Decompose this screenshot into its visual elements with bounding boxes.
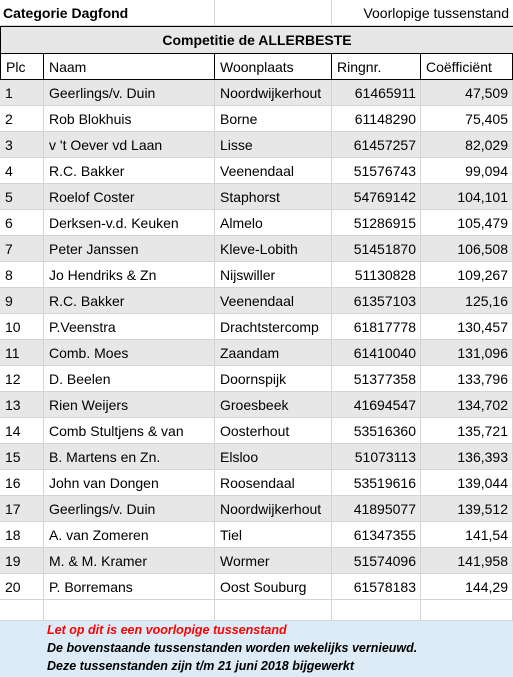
cell-woonplaats: Veenendaal xyxy=(215,158,332,184)
cell-coefficient: 106,508 xyxy=(421,236,513,262)
cell-plc: 15 xyxy=(0,444,44,470)
cell-plc: 8 xyxy=(0,262,44,288)
cell-naam: A. van Zomeren xyxy=(44,522,215,548)
table-row xyxy=(0,522,513,548)
empty-cell xyxy=(215,0,332,26)
cell-naam: R.C. Bakker xyxy=(44,158,215,184)
cell-woonplaats: Wormer xyxy=(215,548,332,574)
cell-naam: Comb Stultjens & van xyxy=(44,418,215,444)
table-row xyxy=(0,288,513,314)
table-row xyxy=(0,80,513,106)
competition-title: Competitie de ALLERBESTE xyxy=(1,27,513,54)
cell-coefficient: 130,457 xyxy=(421,314,513,340)
empty-row xyxy=(0,600,513,621)
competition-header-row xyxy=(0,26,513,54)
cell-woonplaats: Zaandam xyxy=(215,340,332,366)
title-row xyxy=(0,0,513,26)
cell-naam: Peter Janssen xyxy=(44,236,215,262)
cell-woonplaats: Drachtstercomp xyxy=(215,314,332,340)
cell-naam: Comb. Moes xyxy=(44,340,215,366)
cell-ringnr: 51130828 xyxy=(332,262,421,288)
table-row xyxy=(0,210,513,236)
cell-naam: P. Borremans xyxy=(44,574,215,600)
cell-plc: 3 xyxy=(0,132,44,158)
cell-ringnr: 61465911 xyxy=(332,80,421,106)
footer-note xyxy=(0,621,513,677)
cell-coefficient: 133,796 xyxy=(421,366,513,392)
cell-ringnr: 53519616 xyxy=(332,470,421,496)
cell-naam: R.C. Bakker xyxy=(44,288,215,314)
table-row xyxy=(0,418,513,444)
footer-update-note: De bovenstaande tussenstanden worden wekelijks vernieuwd. xyxy=(47,641,418,655)
cell-woonplaats: Oosterhout xyxy=(215,418,332,444)
cell-coefficient: 125,16 xyxy=(421,288,513,314)
cell-ringnr: 53516360 xyxy=(332,418,421,444)
cell-coefficient: 104,101 xyxy=(421,184,513,210)
cell-woonplaats: Kleve-Lobith xyxy=(215,236,332,262)
cell-naam: D. Beelen xyxy=(44,366,215,392)
cell-plc: 10 xyxy=(0,314,44,340)
cell-coefficient: 47,509 xyxy=(421,80,513,106)
cell-coefficient: 139,044 xyxy=(421,470,513,496)
category-title: Categorie Dagfond xyxy=(0,0,215,26)
table-row xyxy=(0,366,513,392)
cell-ringnr: 51286915 xyxy=(332,210,421,236)
cell-woonplaats: Staphorst xyxy=(215,184,332,210)
column-header-row xyxy=(0,54,513,80)
cell-ringnr: 61357103 xyxy=(332,288,421,314)
cell-ringnr: 51451870 xyxy=(332,236,421,262)
cell-ringnr: 61578183 xyxy=(332,574,421,600)
cell-coefficient: 136,393 xyxy=(421,444,513,470)
table-row xyxy=(0,314,513,340)
cell-woonplaats: Oost Souburg xyxy=(215,574,332,600)
cell-plc: 20 xyxy=(0,574,44,600)
cell-ringnr: 61817778 xyxy=(332,314,421,340)
cell-plc: 9 xyxy=(0,288,44,314)
cell-naam: v 't Oever vd Laan xyxy=(44,132,215,158)
table-row xyxy=(0,106,513,132)
cell-plc: 12 xyxy=(0,366,44,392)
table-row xyxy=(0,496,513,522)
cell-ringnr: 54769142 xyxy=(332,184,421,210)
cell-naam: Geerlings/v. Duin xyxy=(44,496,215,522)
cell-ringnr: 41895077 xyxy=(332,496,421,522)
cell-ringnr: 61148290 xyxy=(332,106,421,132)
cell-woonplaats: Lisse xyxy=(215,132,332,158)
cell-plc: 13 xyxy=(0,392,44,418)
cell-ringnr: 41694547 xyxy=(332,392,421,418)
cell-woonplaats: Nijswiller xyxy=(215,262,332,288)
footer-warning: Let op dit is een voorlopige tussenstand xyxy=(47,623,287,637)
cell-ringnr: 61457257 xyxy=(332,132,421,158)
cell-naam: Geerlings/v. Duin xyxy=(44,80,215,106)
cell-coefficient: 141,958 xyxy=(421,548,513,574)
cell-plc: 16 xyxy=(0,470,44,496)
cell-naam: Derksen-v.d. Keuken xyxy=(44,210,215,236)
column-header-naam: Naam xyxy=(44,54,215,80)
table-row xyxy=(0,548,513,574)
cell-naam: Jo Hendriks & Zn xyxy=(44,262,215,288)
cell-coefficient: 131,096 xyxy=(421,340,513,366)
footer-date-note: Deze tussenstanden zijn t/m 21 juni 2018 bijgewerkt xyxy=(47,659,355,673)
table-row xyxy=(0,444,513,470)
cell-woonplaats: Roosendaal xyxy=(215,470,332,496)
cell-naam: B. Martens en Zn. xyxy=(44,444,215,470)
cell-plc: 14 xyxy=(0,418,44,444)
table-row xyxy=(0,262,513,288)
cell-plc: 19 xyxy=(0,548,44,574)
cell-ringnr: 51574096 xyxy=(332,548,421,574)
cell-coefficient: 75,405 xyxy=(421,106,513,132)
cell-woonplaats: Almelo xyxy=(215,210,332,236)
cell-coefficient: 141,54 xyxy=(421,522,513,548)
cell-ringnr: 51073113 xyxy=(332,444,421,470)
cell-woonplaats: Veenendaal xyxy=(215,288,332,314)
column-header-ringnr: Ringnr. xyxy=(332,54,421,80)
column-header-plc: Plc xyxy=(0,54,44,80)
cell-plc: 7 xyxy=(0,236,44,262)
cell-plc: 17 xyxy=(0,496,44,522)
table-row xyxy=(0,574,513,600)
table-row xyxy=(0,392,513,418)
cell-plc: 1 xyxy=(0,80,44,106)
column-header-woonplaats: Woonplaats xyxy=(215,54,332,80)
column-header-coefficient: Coëfficiënt xyxy=(421,54,513,80)
cell-ringnr: 61347355 xyxy=(332,522,421,548)
cell-plc: 6 xyxy=(0,210,44,236)
cell-plc: 4 xyxy=(0,158,44,184)
status-title: Voorlopige tussenstand xyxy=(332,0,513,26)
table-row xyxy=(0,470,513,496)
cell-naam: Rob Blokhuis xyxy=(44,106,215,132)
table-row xyxy=(0,158,513,184)
cell-naam: M. & M. Kramer xyxy=(44,548,215,574)
cell-woonplaats: Tiel xyxy=(215,522,332,548)
cell-coefficient: 109,267 xyxy=(421,262,513,288)
cell-plc: 11 xyxy=(0,340,44,366)
cell-woonplaats: Borne xyxy=(215,106,332,132)
cell-naam: John van Dongen xyxy=(44,470,215,496)
cell-naam: P.Veenstra xyxy=(44,314,215,340)
cell-coefficient: 134,702 xyxy=(421,392,513,418)
cell-woonplaats: Doornspijk xyxy=(215,366,332,392)
cell-coefficient: 105,479 xyxy=(421,210,513,236)
cell-plc: 2 xyxy=(0,106,44,132)
cell-plc: 5 xyxy=(0,184,44,210)
cell-coefficient: 82,029 xyxy=(421,132,513,158)
cell-woonplaats: Groesbeek xyxy=(215,392,332,418)
cell-ringnr: 51377358 xyxy=(332,366,421,392)
cell-ringnr: 51576743 xyxy=(332,158,421,184)
cell-coefficient: 99,094 xyxy=(421,158,513,184)
cell-naam: Roelof Coster xyxy=(44,184,215,210)
table-row xyxy=(0,184,513,210)
cell-coefficient: 144,29 xyxy=(421,574,513,600)
cell-coefficient: 135,721 xyxy=(421,418,513,444)
table-row xyxy=(0,340,513,366)
cell-woonplaats: Noordwijkerhout xyxy=(215,80,332,106)
table-row xyxy=(0,236,513,262)
table-row xyxy=(0,132,513,158)
cell-naam: Rien Weijers xyxy=(44,392,215,418)
cell-coefficient: 139,512 xyxy=(421,496,513,522)
cell-plc: 18 xyxy=(0,522,44,548)
cell-woonplaats: Noordwijkerhout xyxy=(215,496,332,522)
cell-ringnr: 61410040 xyxy=(332,340,421,366)
cell-woonplaats: Elsloo xyxy=(215,444,332,470)
